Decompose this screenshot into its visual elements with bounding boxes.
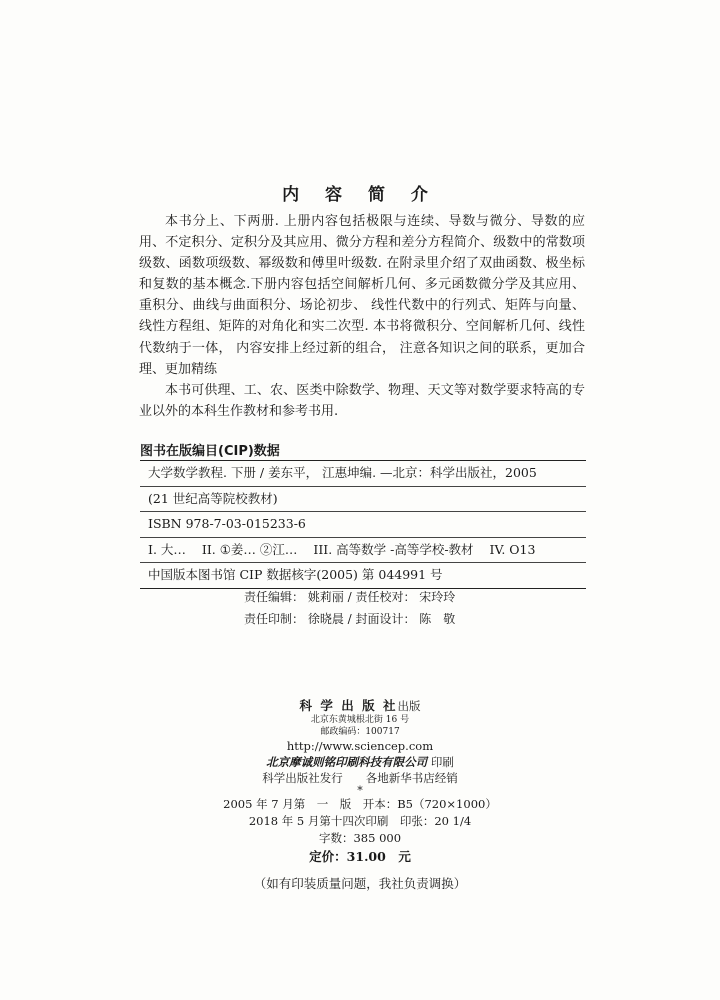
publication-info xyxy=(0,698,720,897)
publisher-name: 科 学 出 版 社 xyxy=(299,698,398,713)
cip-record-number: 中国版本图书馆 CIP 数据核字(2005) 第 044991 号 xyxy=(148,567,443,582)
publisher-suffix: 出版 xyxy=(397,699,421,713)
credit-line: 责任编辑： 姚莉丽 / 责任校对： 宋玲玲 xyxy=(244,590,456,604)
printer-name: 北京摩诚则铭印刷科技有限公司 xyxy=(266,755,428,769)
word-count: 字数：385 000 xyxy=(318,831,402,845)
price: 定价：31.00 元 xyxy=(309,849,411,864)
cip-isbn-line: ISBN 978-7-03-015233-6 xyxy=(140,512,586,538)
printer-line xyxy=(0,754,720,770)
publisher-address: 北京东黄城根北街 16 号 xyxy=(310,715,410,725)
edition-line: 2005 年 7 月第 一 版 开本：B5（720×1000） xyxy=(223,797,497,811)
summary-paragraph: 本书可供理、工、农、医类中除数学、物理、天文等对数学要求特高的专业以外的本科生作教材和参考书用. xyxy=(139,382,585,419)
cip-class-item: I. 大… xyxy=(148,541,186,557)
printer-suffix: 印刷 xyxy=(430,755,454,769)
credit-line: 责任印制： 徐晓晨 / 封面设计： 陈 敬 xyxy=(244,612,456,626)
publisher-website: http://www.sciencep.com xyxy=(286,739,434,753)
cip-series-line: (21 世纪高等院校教材) xyxy=(140,487,586,513)
publisher-line xyxy=(0,698,720,714)
cip-classification-line xyxy=(140,538,586,564)
quality-notice: （如有印装质量问题，我社负责调换） xyxy=(253,876,467,891)
publisher-postcode: 邮政编码：100717 xyxy=(320,727,400,737)
cip-class-item: IV. O13 xyxy=(489,541,536,557)
cip-class-item: III. 高等数学 -高等学校-教材 xyxy=(313,541,474,557)
summary-paragraph: 本书分上、下两册. 上册内容包括极限与连续、导数与微分、导数的应用、不定积分、定积分及其应用、微分方程和差分方程简介、级数中的常数项级数、函数项级数、幂级数和傅里叶级数. 在附录里介绍了双曲函数、极坐标和复数的基本概念.下册内容包括空间解析几何、多元函数微分学及其应用、重积分、曲线与曲面积分、场论初步、 线性代数中的行列式、矩阵与向量、线性方程组、矩阵的对角化和实二次型. 本书将微积分、空间解析几何、线性代数纳于一体， 内容安排上经过新的组合， 注意各知识之间的联系，更加合理、更加精练 xyxy=(139,214,585,377)
editorial-credits xyxy=(244,586,455,630)
cip-record-box xyxy=(140,460,586,589)
cip-class-item: II. ①姜… ②江… xyxy=(201,541,298,557)
separator-star: * xyxy=(357,784,363,797)
printing-line: 2018 年 5 月第十四次印刷 印张：20 1/4 xyxy=(248,814,472,828)
page-title: 内 容 简 介 xyxy=(282,185,438,205)
summary-section xyxy=(139,211,585,422)
cip-title-line: 大学数学教程. 下册 / 姜东平， 江惠坤编. —北京：科学出版社，2005 xyxy=(140,461,586,487)
distribution-line: 科学出版社发行 各地新华书店经销 xyxy=(262,771,458,785)
cip-heading: 图书在版编目(CIP)数据 xyxy=(140,444,280,459)
